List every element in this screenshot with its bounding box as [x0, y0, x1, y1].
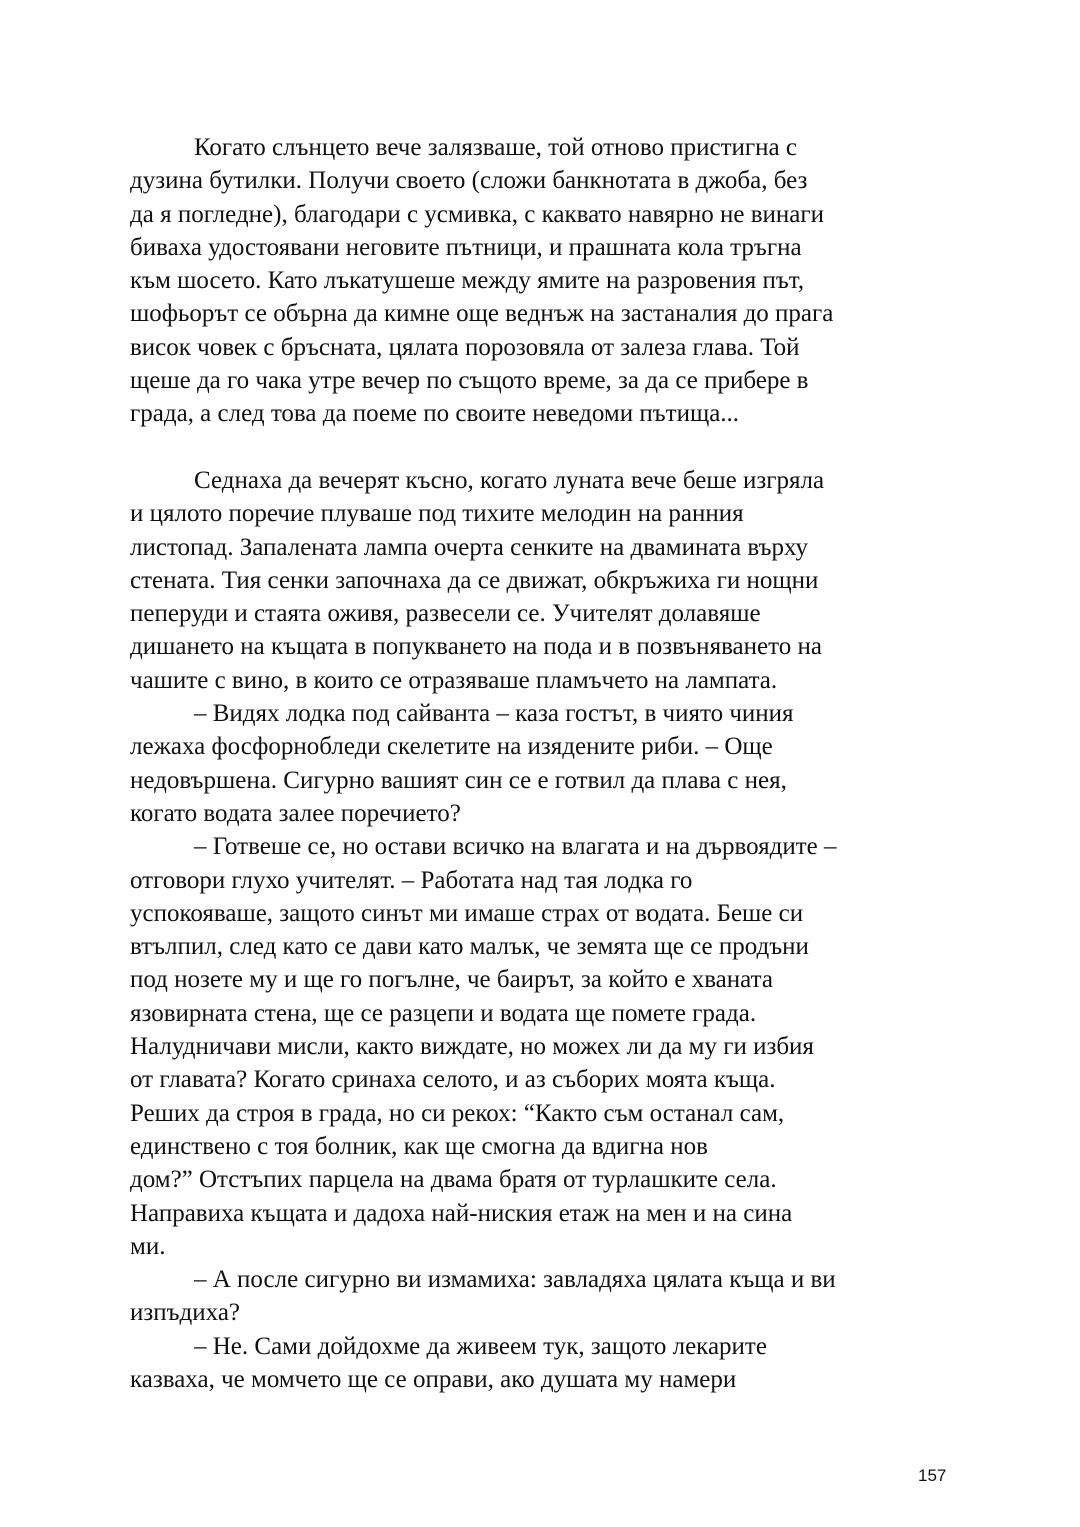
- text-line: Налудничави мисли, както виждате, но можех ли да му ги избия: [130, 1033, 814, 1061]
- dialogue-line: – Готвеше се, но остави всичко на влагата и на дървоядите –: [194, 833, 837, 861]
- text-line: единствено с тоя болник, как ще смогна да вдигна нов: [130, 1132, 708, 1160]
- text-line: втълпил, след като се дави като малък, че земята ще се продъни: [130, 933, 809, 961]
- text-line: язовирната стена, ще се разцепи и водата ще помете града.: [130, 999, 757, 1027]
- text-line: отговори глухо учителят. – Работата над тая лодка го: [130, 866, 693, 894]
- text-line: да я погледне), благодари с усмивка, с каквато навярно не винаги: [130, 200, 824, 228]
- text-line: когато водата залее поречието?: [130, 799, 461, 827]
- text-line: биваха удостоявани неговите пътници, и прашната кола тръгна: [130, 233, 802, 261]
- text-line: стената. Тия сенки започнаха да се движат, обкръжиха ги нощни: [130, 566, 819, 594]
- text-line: шофьорът се обърна да кимне още веднъж на застаналия до прага: [130, 300, 834, 328]
- text-line: лежаха фосфорнобледи скелетите на изядените риби. – Още: [130, 733, 773, 761]
- dialogue-line: – Не. Сами дойдохме да живеем тук, защото лекарите: [194, 1332, 767, 1360]
- paragraph-supper-dialogue: [130, 464, 950, 1396]
- text-line: изпъдиха?: [130, 1299, 241, 1327]
- text-line: дом?” Отстъпих парцела на двама братя от турлашките села.: [130, 1166, 777, 1194]
- text-line: щеше да го чака утре вечер по същото време, за да се прибере в: [130, 367, 809, 395]
- text-line: към шосето. Като лъкатушеше между ямите на разровения път,: [130, 267, 805, 295]
- text-line: ми.: [130, 1232, 166, 1260]
- text-line: успокояваше, защото синът ми имаше страх от водата. Беше си: [130, 899, 804, 927]
- text-line: чашите с вино, в които се отразяваше пламъчето на лампата.: [130, 666, 778, 694]
- text-line: висок човек с бръсната, цялата порозовяла от залеза глава. Той: [130, 333, 800, 361]
- text-line: казваха, че момчето ще се оправи, ако душата му намери: [130, 1366, 737, 1394]
- text-line: Направиха къщата и дадоха най-ниския етаж на мен и на сина: [130, 1199, 793, 1227]
- text-line: Когато слънцето вече залязваше, той отново пристигна с: [194, 134, 798, 161]
- dialogue-line: – А после сигурно ви измамиха: завладяха цялата къща и ви: [194, 1266, 836, 1294]
- text-line: и цялото поречие плуваше под тихите мелодин на ранния: [130, 500, 744, 528]
- text-line: Реших да строя в града, но си рекох: “Както съм останал сам,: [130, 1099, 785, 1127]
- page-number: 157: [918, 1466, 947, 1485]
- text-line: недовършена. Сигурно вашият син се е готвил да плава с нея,: [130, 766, 787, 794]
- text-line: Седнаха да вечерят късно, когато луната вече беше изгряла: [194, 467, 825, 494]
- paragraph-sunset-departure: [130, 131, 950, 431]
- text-line: под нозете му и ще го погълне, че баирът, за който е хваната: [130, 966, 773, 994]
- text-line: пеперуди и стаята оживя, развесели се. Учителят долавяше: [130, 600, 761, 628]
- text-line: листопад. Запалената лампа очерта сенките на двамината върху: [130, 533, 809, 561]
- text-line: от главата? Когато сринаха селото, и аз съборих моята къща.: [130, 1066, 776, 1094]
- dialogue-line: – Видях лодка под сайванта – каза гостът, в чиято чиния: [194, 700, 794, 728]
- text-line: дузина бутилки. Получи своето (сложи банкнотата в джоба, без: [130, 167, 808, 195]
- text-line: дишането на къщата в попукването на пода и в позвъняването на: [130, 633, 822, 661]
- text-line: града, а след това да поеме по своите неведоми пътища...: [130, 400, 740, 428]
